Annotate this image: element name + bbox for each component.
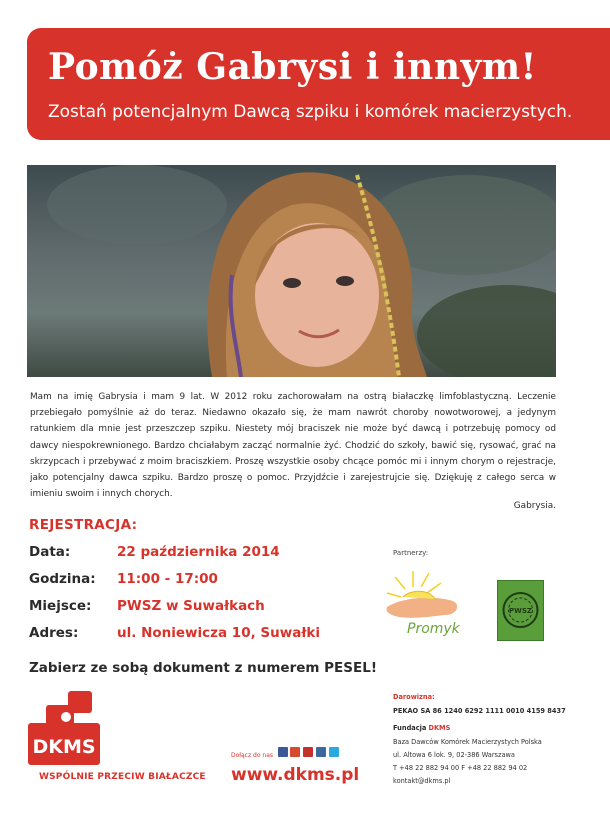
address-label: Adres: — [29, 625, 79, 641]
phone-fax: T +48 22 882 94 00 F +48 22 882 94 02 — [393, 764, 528, 772]
nk-icon[interactable] — [316, 747, 326, 757]
promyk-text: Promyk — [407, 621, 460, 637]
postal-address: ul. Altowa 6 lok. 9, 02-386 Warszawa — [393, 751, 515, 759]
time-value: 11:00 - 17:00 — [117, 571, 218, 587]
registration-heading: REJESTRACJA: — [29, 517, 138, 533]
page-title: Pomóż Gabrysi i innym! — [48, 46, 537, 88]
foundation-name: DKMS — [428, 724, 451, 732]
dkms-logo-text: DKMS — [32, 736, 96, 758]
page-subtitle: Zostań potencjalnym Dawcą szpiku i komórek macierzystych. — [48, 102, 573, 122]
pwsz-logo — [497, 580, 544, 641]
youtube-icon[interactable] — [303, 747, 313, 757]
foundation-prefix: Fundacja — [393, 724, 427, 732]
website-link[interactable]: www.dkms.pl — [231, 765, 360, 785]
date-label: Data: — [29, 544, 71, 560]
organization-name: Baza Dawców Komórek Macierzystych Polska — [393, 738, 542, 746]
girl-photo — [27, 165, 556, 377]
bank-account: PEKAO SA 86 1240 6292 1111 0010 4159 8437 — [393, 707, 566, 715]
place-label: Miejsce: — [29, 598, 92, 614]
date-value: 22 października 2014 — [117, 544, 280, 560]
pesel-note: Zabierz ze sobą dokument z numerem PESEL! — [29, 660, 377, 676]
contact-email[interactable]: kontakt@dkms.pl — [393, 777, 451, 785]
pwsz-text: PWSZ — [509, 607, 532, 615]
place-value: PWSZ w Suwałkach — [117, 598, 265, 614]
time-label: Godzina: — [29, 571, 96, 587]
partners-label: Partnerzy: — [393, 549, 429, 557]
story-paragraph: Mam na imię Gabrysia i mam 9 lat. W 2012 roku zachorowałam na ostrą białaczkę limfoblastyczną. Leczenie przebiegało pomyślnie aż do teraz. Niedawno okazało się, że mam nawrót choroby nowotworowej, a jedynym ratunkiem dla mnie jest przeszczep szpiku. Niestety mój braciszek nie może być dawcą i potrzebuję pomocy od dawcy niespokrewnionego. Bardzo chciałabym zacząć normalnie żyć. Chodzić do szkoły, bawić się, rysować, grać na skrzypcach i przebywać z moim braciszkiem. Proszę wszystkie osoby chcące pomóc mi i innym chorym o rejestracje, jako potencjalny dawca szpiku. Bardzo proszę o pomoc. Przyjdźcie i zarejestrujcie się. Dziękuję z całego serca w imieniu swoim i innych chorych. — [30, 392, 556, 500]
join-us-label: Dołącz do nas — [231, 752, 274, 759]
google-plus-icon[interactable] — [290, 747, 300, 757]
address-value: ul. Noniewicza 10, Suwałki — [117, 625, 320, 641]
dkms-logo[interactable] — [28, 689, 100, 767]
donation-heading: Darowizna: — [393, 693, 435, 701]
signature: Gabrysia. — [513, 501, 556, 511]
foundation-line — [393, 724, 450, 732]
facebook-icon[interactable] — [278, 747, 288, 757]
promyk-logo — [383, 567, 471, 639]
twitter-icon[interactable] — [329, 747, 339, 757]
dkms-tagline: WSPÓLNIE PRZECIW BIAŁACZCE — [39, 772, 206, 782]
